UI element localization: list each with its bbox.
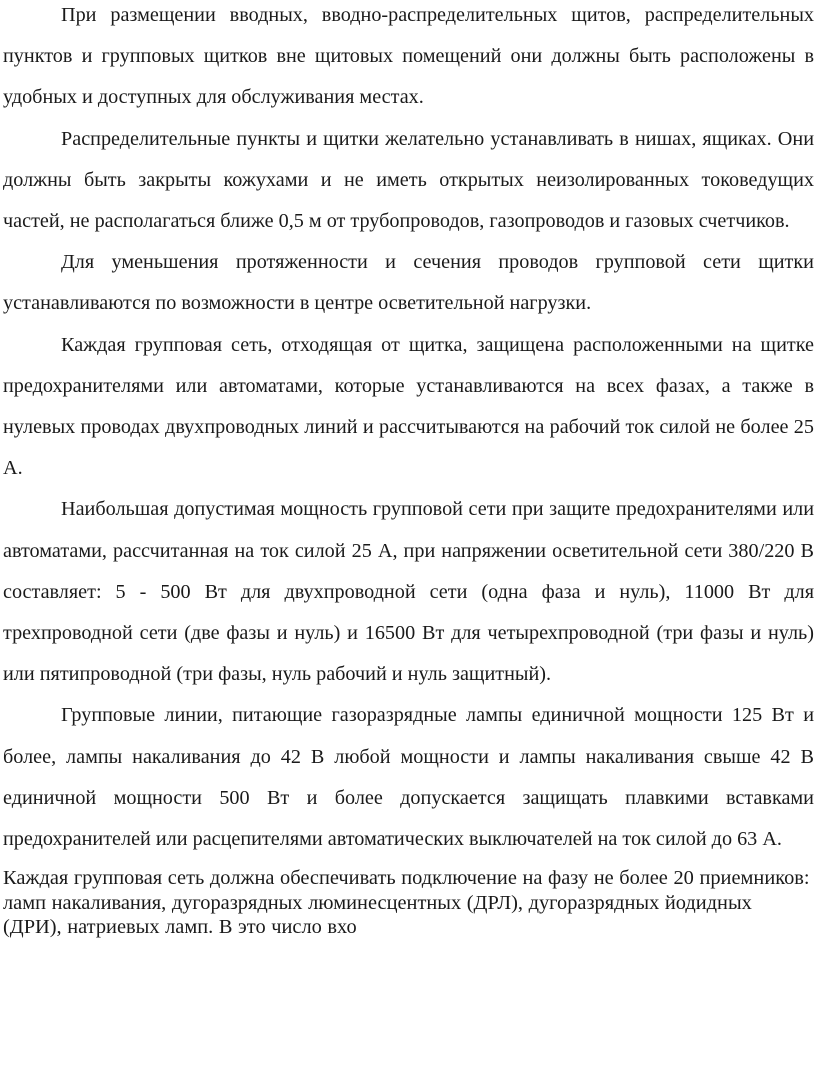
paragraph-discharge-lamps: Групповые линии, питающие газоразрядные лампы единичной мощности 125 Вт и более, лампы накаливания до 42 В любой мощности и лампы накаливания свыше 42 В единичной мощности 500 Вт и более допускается защищать плавкими вставками предохранителей или расцепителями автоматических выключателей на ток силой до 63 А. — [3, 704, 814, 851]
paragraph-receivers-per-phase: Каждая групповая сеть должна обеспечивать подключение на фазу не более 20 приемников: ламп накаливания, дугоразрядных люминесцентных (ДРЛ), дугоразрядных йодидных (ДРИ), натриевых ламп. В это число вхо — [3, 867, 810, 939]
paragraph-max-power: Наибольшая допустимая мощность групповой сети при защите предохранителями или автоматами, рассчитанная на ток силой 25 А, при напряжении осветительной сети 380/220 В составляет: 5 - 500 Вт для двухпроводной сети (одна фаза и нуль), 11000 Вт для трехпроводной сети (две фазы и нуль) и 16500 Вт для четырехпроводной (три фазы и нуль) или пятипроводной (три фазы, нуль рабочий и нуль защитный). — [3, 498, 814, 686]
paragraph-switchboard-placement: При размещении вводных, вводно-распределительных щитов, распределительных пунктов и групповых щитков вне щитовых помещений они должны быть расположены в удобных и доступных для обслуживания местах. — [3, 4, 814, 109]
paragraph-niche-installation: Распределительные пункты и щитки желательно устанавливать в нишах, ящиках. Они должны быть закрыты кожухами и не иметь открытых неизолированных токоведущих частей, не располагаться ближе 0,5 м от трубопроводов, газопроводов и газовых счетчиков. — [3, 127, 814, 233]
paragraph-group-protection: Каждая групповая сеть, отходящая от щитка, защищена расположенными на щитке предохранителями или автоматами, которые устанавливаются на всех фазах, а также в нулевых проводах двухпроводных линий и рассчитываются на рабочий ток силой не более 25 А. — [3, 333, 814, 480]
paragraph-load-center: Для уменьшения протяженности и сечения проводов групповой сети щитки устанавливаются по возможности в центре осветительной нагрузки. — [3, 251, 814, 315]
